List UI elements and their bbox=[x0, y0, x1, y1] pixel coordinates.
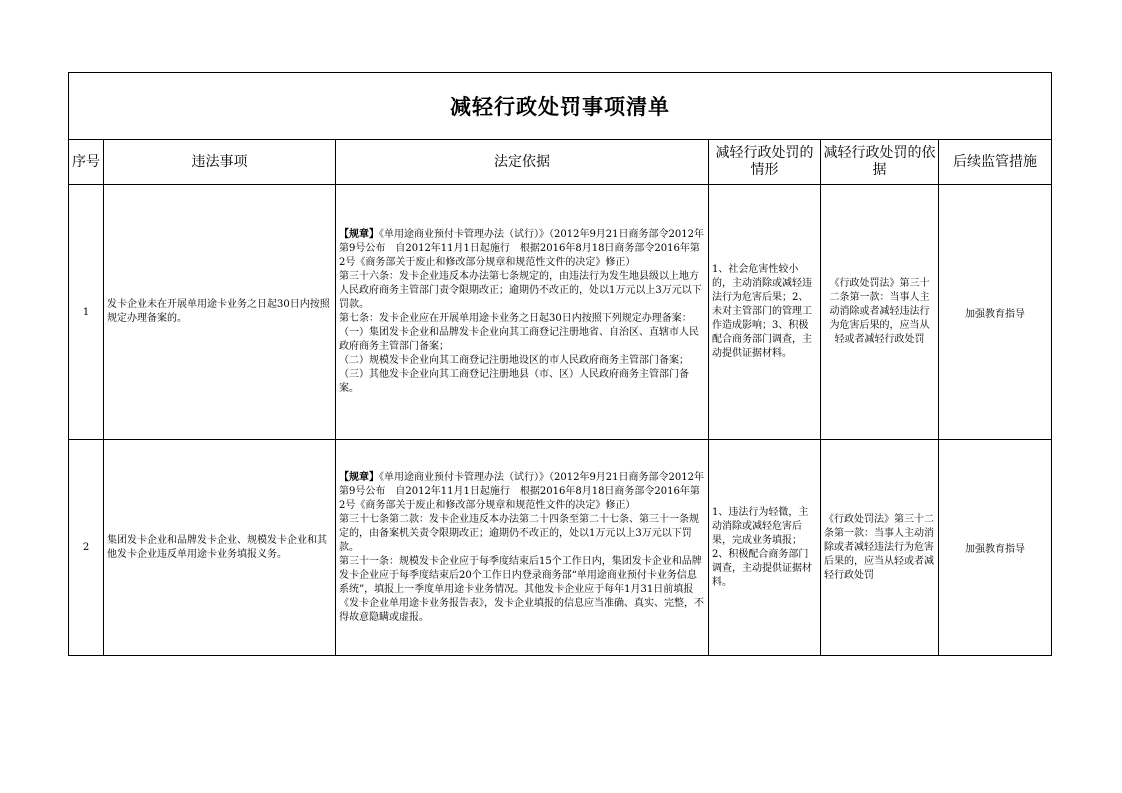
header-violation: 违法事项 bbox=[104, 140, 336, 185]
header-seq: 序号 bbox=[69, 140, 104, 185]
basis-paragraph: 第七条：发卡企业应在开展单用途卡业务之日起30日内按照下列规定办理备案： bbox=[339, 313, 692, 324]
basis-paragraph: 第三十一条：规模发卡企业应于每季度结束后15个工作日内，集团发卡企业和品牌发卡企业应于每季度结束后20个工作日内登录商务部“单用途商业预付卡业务信息系统”，填报上一季度单用途卡业务情况。其他发卡企业应于每年1月31日前填报《发卡企业单用途卡业务报告表》，发卡企业填报的信息应当准确、真实、完整，不得故意隐瞒或虚报。 bbox=[339, 555, 704, 623]
basis-tag: 【规章】 bbox=[339, 471, 379, 483]
header-reason: 减轻行政处罚的依据 bbox=[821, 140, 939, 185]
row-reason: 《行政处罚法》第三十二条第一款：当事人主动消除或者减轻违法行为危害后果的，应当从轻或者减轻行政处罚 bbox=[821, 440, 939, 656]
row-followup: 加强教育指导 bbox=[939, 440, 1052, 656]
table-row bbox=[69, 440, 1052, 656]
table-row bbox=[69, 185, 1052, 440]
header-basis: 法定依据 bbox=[336, 140, 709, 185]
basis-paragraph: （二）规模发卡企业向其工商登记注册地设区的市人民政府商务主管部门备案； bbox=[339, 355, 689, 366]
basis-paragraph: 第三十六条：发卡企业违反本办法第七条规定的，由违法行为发生地县级以上地方人民政府商务主管部门责令限期改正；逾期仍不改正的，处以1万元以上3万元以下罚款。 bbox=[339, 271, 702, 310]
row-violation: 集团发卡企业和品牌发卡企业、规模发卡企业和其他发卡企业违反单用途卡业务填报义务。 bbox=[104, 440, 336, 656]
header-followup: 后续监管措施 bbox=[939, 140, 1052, 185]
row-seq: 1 bbox=[69, 185, 104, 440]
header-situation: 减轻行政处罚的情形 bbox=[709, 140, 821, 185]
row-basis bbox=[336, 185, 709, 440]
basis-paragraph: （三）其他发卡企业向其工商登记注册地县（市、区）人民政府商务主管部门备案。 bbox=[339, 369, 689, 394]
row-violation: 发卡企业未在开展单用途卡业务之日起30日内按照规定办理备案的。 bbox=[104, 185, 336, 440]
basis-paragraph: 第三十七条第二款：发卡企业违反本办法第二十四条至第二十七条、第三十一条规定的，由备案机关责令限期改正；逾期仍不改正的，处以1万元以上3万元以下罚款。 bbox=[339, 513, 699, 553]
row-seq: 2 bbox=[69, 440, 104, 656]
page-title: 减轻行政处罚事项清单 bbox=[69, 73, 1052, 140]
basis-paragraph: （一）集团发卡企业和品牌发卡企业向其工商登记注册地省、自治区、直辖市人民政府商务主管部门备案； bbox=[339, 327, 699, 352]
row-reason: 《行政处罚法》第三十二条第一款：当事人主动消除或者减轻违法行为危害后果的，应当从轻或者减轻行政处罚 bbox=[821, 185, 939, 440]
row-basis bbox=[336, 440, 709, 656]
header-row bbox=[69, 140, 1052, 185]
penalty-table bbox=[68, 72, 1052, 656]
row-followup: 加强教育指导 bbox=[939, 185, 1052, 440]
row-situation: 1、违法行为轻微，主动消除或减轻危害后果，完成业务填报；2、积极配合商务部门调查，主动提供证据材料。 bbox=[709, 440, 821, 656]
row-situation: 1、社会危害性较小的，主动消除或减轻违法行为危害后果；2、未对主管部门的管理工作造成影响；3、积极配合商务部门调查，主动提供证据材料。 bbox=[709, 185, 821, 440]
basis-tag: 【规章】 bbox=[339, 229, 379, 240]
basis-paragraph: 【规章】《单用途商业预付卡管理办法（试行）》（2012年9月21日商务部令2012年第9号公布 自2012年11月1日起施行 根据2016年8月18日商务部令2016年第2号《商务部关于废止和修改部分规章和规范性文件的决定》修正） bbox=[339, 229, 704, 268]
basis-paragraph: 【规章】《单用途商业预付卡管理办法（试行）》（2012年9月21日商务部令2012年第9号公布 自2012年11月1日起施行 根据2016年8月18日商务部令2016年第2号《商务部关于废止和修改部分规章和规范性文件的决定》修正） bbox=[339, 471, 704, 511]
